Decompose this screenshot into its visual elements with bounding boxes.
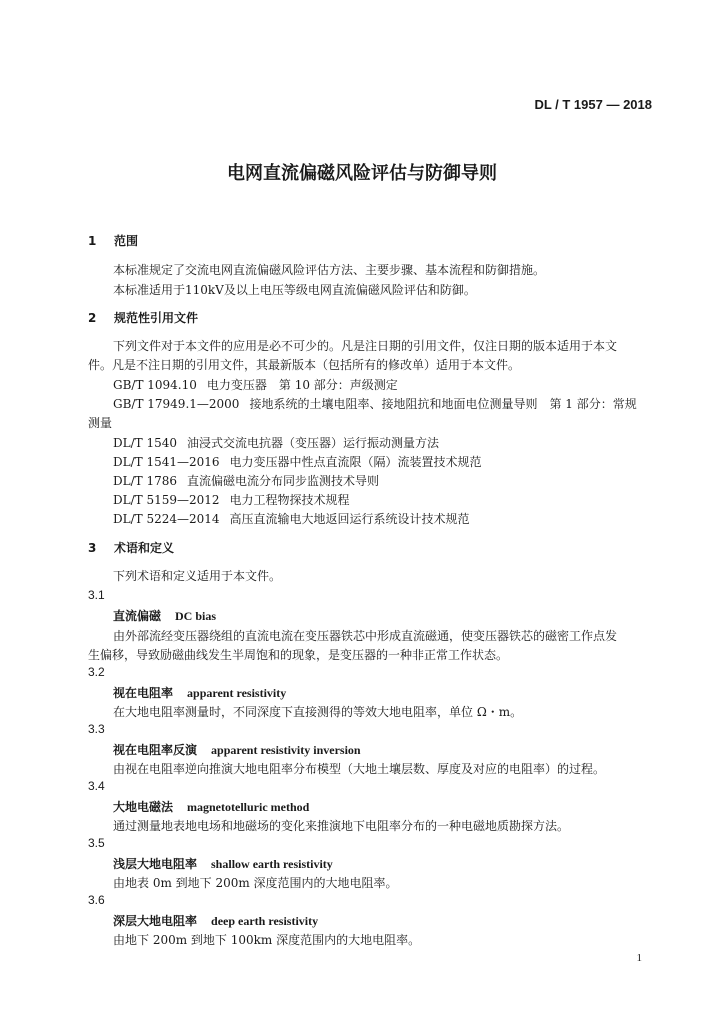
reference-code: GB/T 17949.1—2000: [113, 397, 240, 411]
term-english: magnetotelluric method: [187, 800, 310, 814]
reference-code: DL/T 1786: [113, 474, 177, 488]
term-number: 3.2: [88, 665, 105, 679]
term-heading: [113, 912, 318, 929]
document-title: 电网直流偏磁风险评估与防御导则: [227, 163, 497, 184]
reference-item: [113, 453, 482, 470]
reference-item: [113, 395, 637, 412]
term-english: apparent resistivity inversion: [211, 743, 361, 757]
reference-code: DL/T 5159—2012: [113, 493, 220, 507]
section-number: 1: [88, 234, 97, 248]
reference-item: [113, 376, 398, 393]
reference-title: 电力工程物探技术规程: [229, 493, 350, 507]
reference-title: 油浸式交流电抗器（变压器）运行振动测量方法: [187, 436, 440, 450]
reference-code: GB/T 1094.10: [113, 378, 197, 392]
term-definition: 由地表 0m 到地下 200m 深度范围内的大地电阻率。: [113, 876, 398, 890]
reference-title: 接地系统的土壤电阻率、接地阻抗和地面电位测量导则 第 1 部分：常规: [249, 397, 637, 411]
term-chinese: 深层大地电阻率: [113, 914, 198, 928]
term-heading: [113, 855, 333, 872]
term-chinese: 视在电阻率反演: [113, 743, 198, 757]
term-number: 3.1: [88, 588, 105, 602]
section-number: 3: [88, 541, 97, 555]
term-definition: 生偏移，导致励磁曲线发生半周饱和的现象，是变压器的一种非正常工作状态。: [88, 648, 509, 662]
paragraph: 下列文件对于本文件的应用是必不可少的。凡是注日期的引用文件，仅注日期的版本适用于本文: [113, 339, 618, 353]
reference-code: DL/T 1540: [113, 436, 177, 450]
section-heading-normative-references: [88, 309, 198, 326]
term-heading: [113, 607, 216, 624]
reference-item: [113, 491, 350, 508]
term-english: shallow earth resistivity: [211, 857, 333, 871]
reference-title: 直流偏磁电流分布同步监测技术导则: [187, 474, 380, 488]
page-number: 1: [636, 952, 642, 964]
reference-item: [113, 434, 439, 451]
section-heading-scope: [88, 232, 138, 249]
reference-item: [113, 472, 379, 489]
paragraph: 本标准规定了交流电网直流偏磁风险评估方法、主要步骤、基本流程和防御措施。: [113, 263, 546, 277]
term-number: 3.6: [88, 893, 105, 907]
reference-code: DL/T 1541—2016: [113, 455, 220, 469]
term-english: apparent resistivity: [187, 686, 287, 700]
term-number: 3.3: [88, 722, 105, 736]
term-heading: [113, 684, 286, 701]
term-definition: 通过测量地表地电场和地磁场的变化来推演地下电阻率分布的一种电磁地质勘探方法。: [113, 819, 570, 833]
term-chinese: 浅层大地电阻率: [113, 857, 198, 871]
reference-title: 电力变压器中性点直流限（隔）流装置技术规范: [229, 455, 482, 469]
document-code: DL / T 1957 — 2018: [534, 97, 652, 112]
section-title: 术语和定义: [114, 541, 175, 555]
term-heading: [113, 798, 309, 815]
term-chinese: 直流偏磁: [113, 609, 162, 623]
term-english: DC bias: [175, 609, 217, 623]
term-definition: 由地下 200m 到地下 100km 深度范围内的大地电阻率。: [113, 933, 421, 947]
reference-continuation: 测量: [88, 416, 113, 430]
reference-item: [113, 510, 470, 527]
term-definition: 由视在电阻率逆向推演大地电阻率分布模型（大地土壤层数、厚度及对应的电阻率）的过程。: [113, 762, 606, 776]
reference-title: 电力变压器 第 10 部分：声级测定: [206, 378, 398, 392]
term-english: deep earth resistivity: [211, 914, 319, 928]
term-number: 3.5: [88, 836, 105, 850]
section-heading-terms-definitions: [88, 539, 174, 556]
term-chinese: 视在电阻率: [113, 686, 174, 700]
term-heading: [113, 741, 361, 758]
section-title: 范围: [114, 234, 139, 248]
term-number: 3.4: [88, 779, 105, 793]
section-title: 规范性引用文件: [114, 311, 199, 325]
paragraph: 下列术语和定义适用于本文件。: [113, 569, 282, 583]
term-definition: 由外部流经变压器绕组的直流电流在变压器铁芯中形成直流磁通，使变压器铁芯的磁密工作点发: [113, 629, 618, 643]
term-definition: 在大地电阻率测量时，不同深度下直接测得的等效大地电阻率，单位 Ω・m。: [113, 705, 523, 719]
reference-code: DL/T 5224—2014: [113, 512, 220, 526]
paragraph: 件。凡是不注日期的引用文件，其最新版本（包括所有的修改单）适用于本文件。: [88, 358, 521, 372]
paragraph: 本标准适用于110kV及以上电压等级电网直流偏磁风险评估和防御。: [113, 283, 476, 297]
section-number: 2: [88, 311, 97, 325]
reference-title: 高压直流输电大地返回运行系统设计技术规范: [229, 512, 470, 526]
term-chinese: 大地电磁法: [113, 800, 174, 814]
